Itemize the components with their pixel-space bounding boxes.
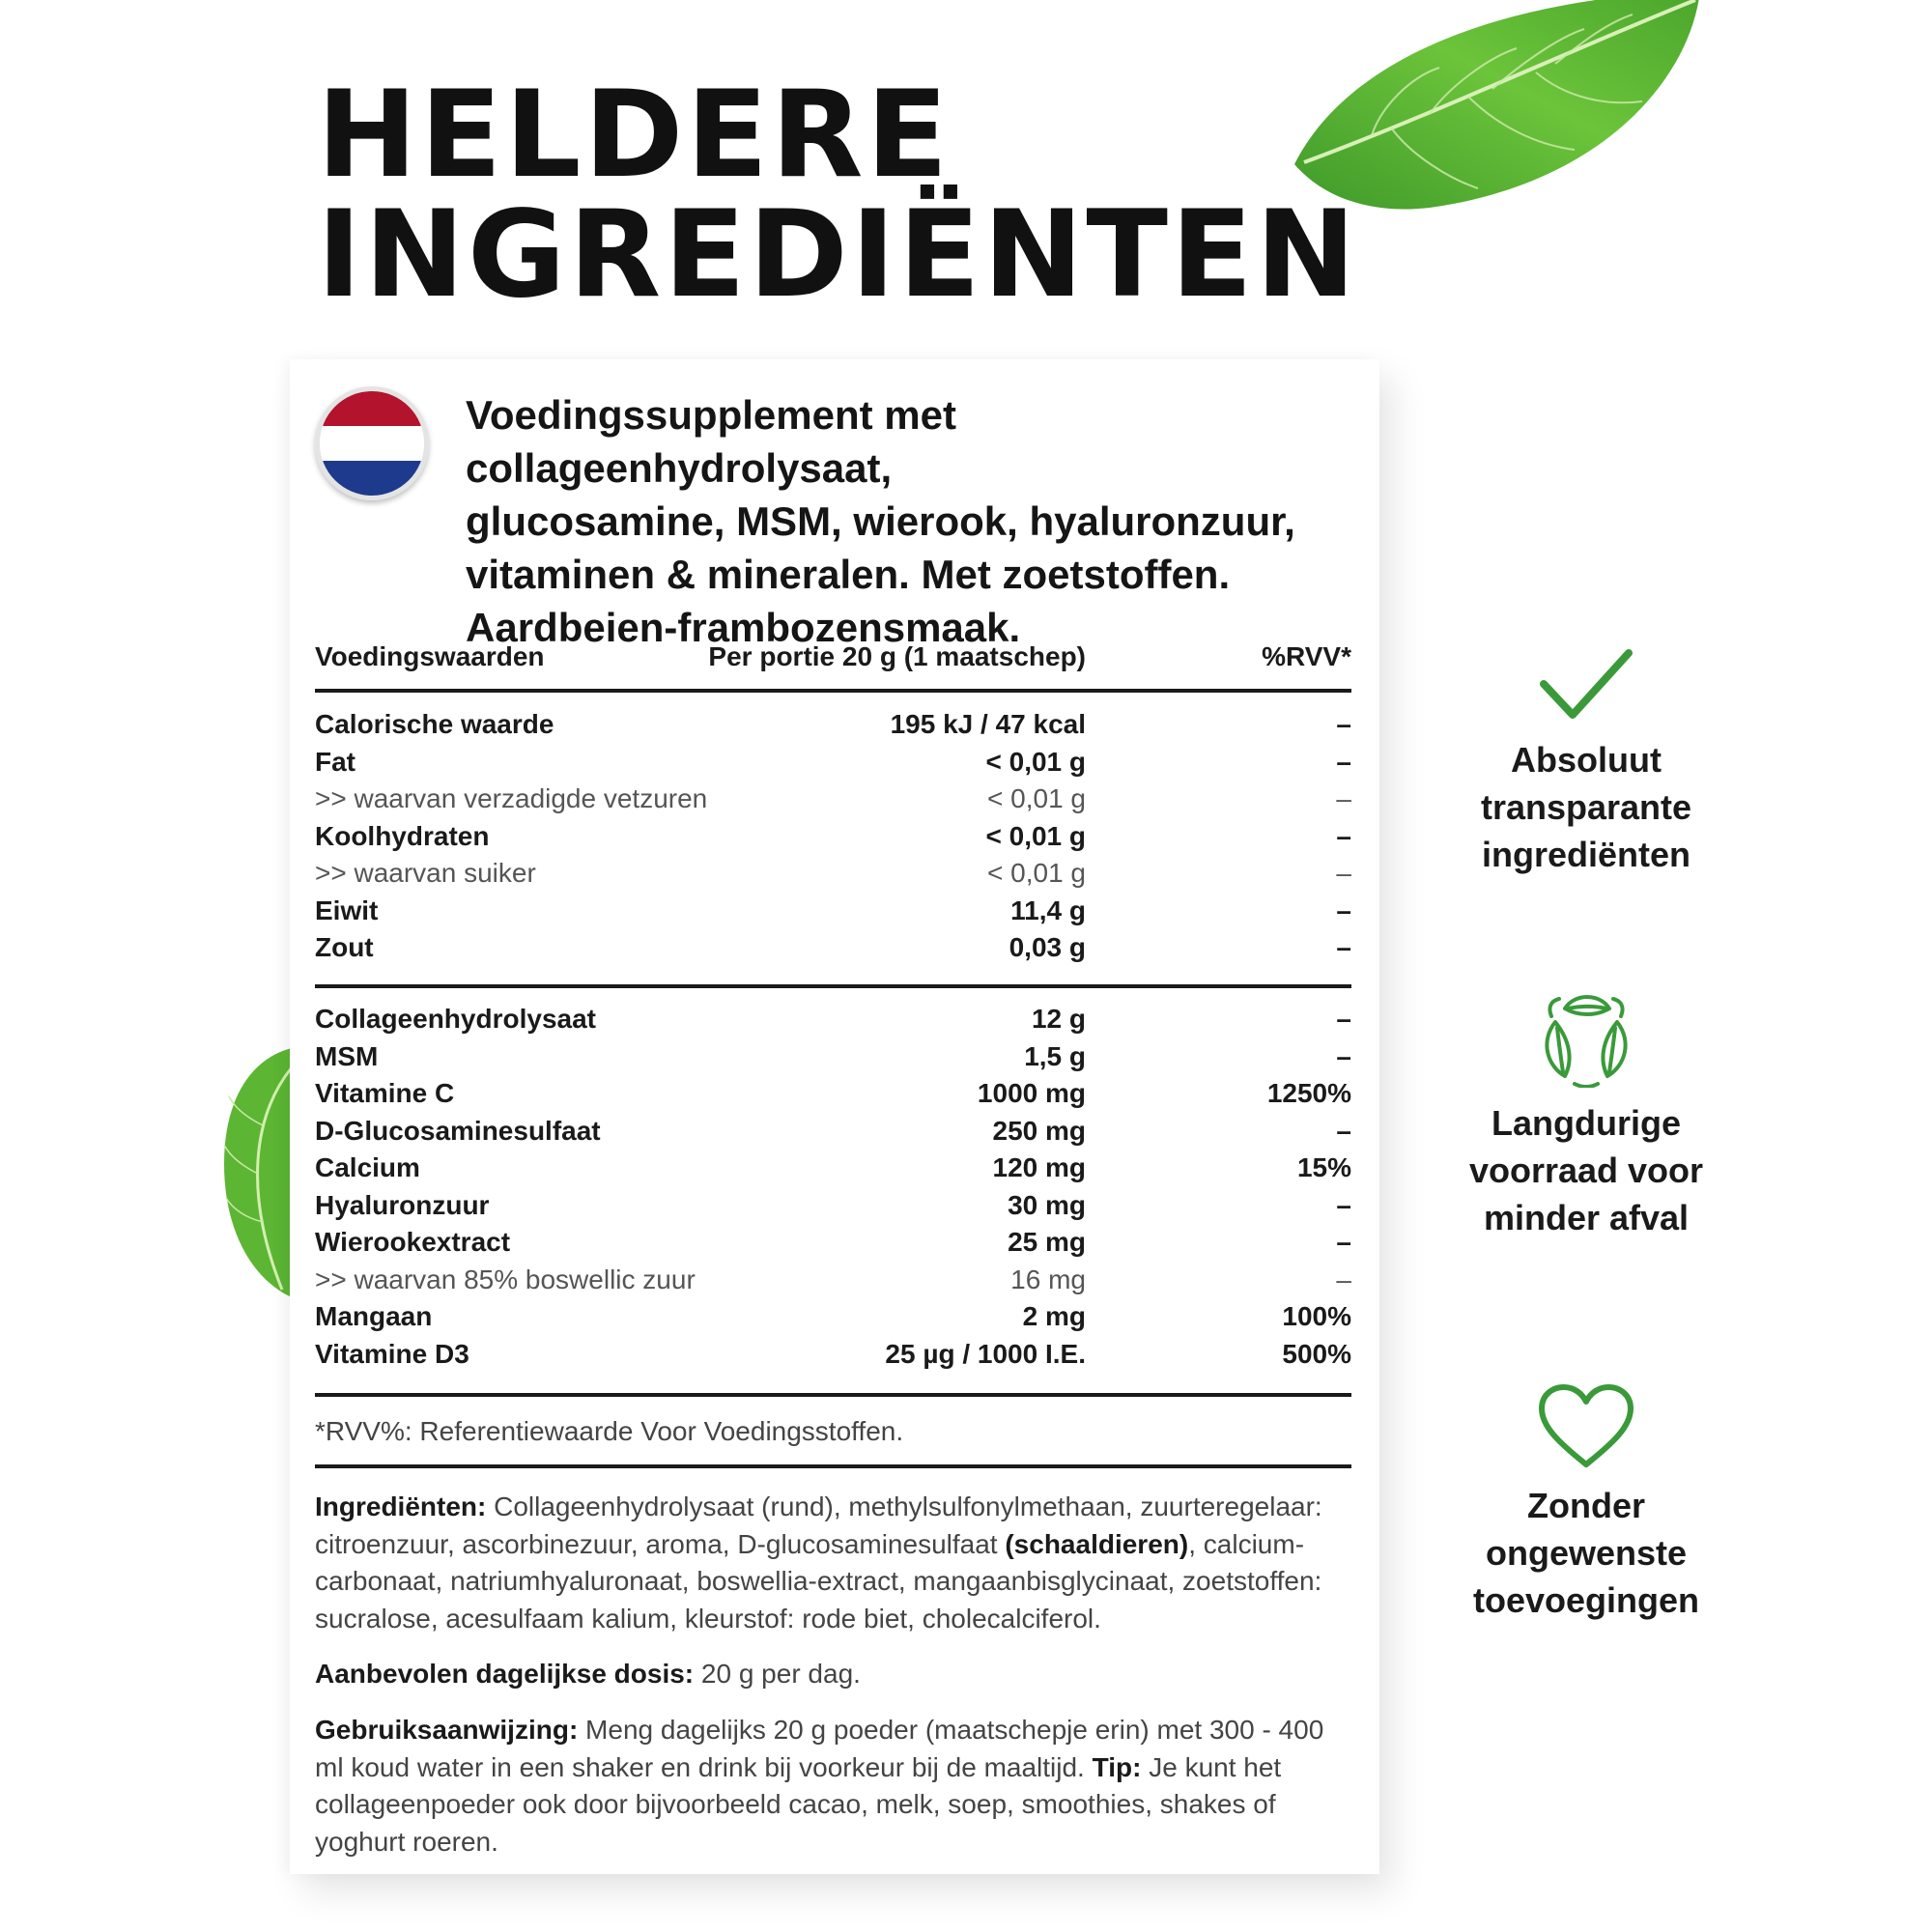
feature-label: Langdurige voorraad voor minder afval — [1468, 1103, 1704, 1237]
table-row — [315, 706, 1351, 744]
table-row — [315, 744, 1351, 781]
header-name: Voedingswaarden — [315, 641, 545, 671]
nutrient-name: >> waarvan verzadigde vetzuren — [315, 783, 708, 813]
table-row — [315, 1075, 1351, 1113]
nutrient-rvv: – — [1336, 1004, 1351, 1034]
nutrient-value: 12 g — [1031, 1004, 1086, 1034]
nutrient-rvv: – — [1336, 1189, 1351, 1220]
heart-icon — [1538, 1383, 1634, 1470]
feature-transparent — [1468, 647, 1704, 878]
header-portion: Per portie 20 g (1 maatschep) — [708, 641, 1086, 671]
page-headline — [317, 66, 1359, 325]
allergen-text: (schaaldieren) — [1005, 1528, 1189, 1559]
nutrient-rvv: – — [1336, 709, 1351, 739]
table-row — [315, 1224, 1351, 1262]
ingredients-label: Ingrediënten: — [315, 1492, 487, 1521]
nutrient-value: 30 mg — [1008, 1189, 1086, 1220]
nutrient-value: 0,03 g — [1009, 932, 1086, 962]
table-row — [315, 818, 1351, 856]
nutrient-rvv: – — [1336, 820, 1351, 851]
nutrient-value: 25 µg / 1000 I.E. — [885, 1338, 1086, 1369]
nutrient-name: >> waarvan 85% boswellic zuur — [315, 1264, 696, 1294]
table-row — [315, 1336, 1351, 1374]
dosage-paragraph — [315, 1656, 1358, 1693]
ingredients-text-2: , calcium-carbonaat, natriumhyaluronaat, boswellia-extract, mangaanbisglycinaat, zoetstoffen: sucralose, acesulfaam kalium, kleurstof: rode biet, cholecalciferol. — [315, 1528, 1322, 1634]
nutrient-rvv: – — [1336, 858, 1351, 888]
nutrient-rvv: – — [1336, 932, 1351, 962]
nutrient-name: MSM — [315, 1040, 379, 1071]
nutrient-rvv: – — [1336, 1040, 1351, 1071]
nutrient-name: D-Glucosaminesulfaat — [315, 1115, 601, 1146]
nutrient-value: < 0,01 g — [987, 858, 1086, 888]
divider — [315, 689, 1351, 693]
leaf-left-image — [224, 1038, 292, 1299]
nutrient-name: Vitamine C — [315, 1078, 455, 1108]
feature-label: Zonder ongewenste toevoegingen — [1472, 1486, 1700, 1620]
usage-text: Meng dagelijks 20 g poeder (maatschepje erin) met 300 - 400 ml koud water in een shaker en drink bij voorkeur bij de maaltijd. — [315, 1715, 1324, 1782]
ingredients-text: Collageenhydrolysaat (rund), methylsulfonylmethaan, zuurteregelaar: citroenzuur, ascorbinezuur, aroma, D-glucosaminesulfaat — [315, 1492, 1322, 1559]
product-description — [466, 388, 1374, 654]
nutrient-rvv: – — [1336, 1264, 1351, 1294]
divider — [315, 984, 1351, 988]
table-row — [315, 1262, 1351, 1299]
nutrient-value: 120 mg — [992, 1152, 1086, 1182]
description-line: Aardbeien-frambozensmaak. — [466, 605, 1021, 650]
nutrient-name: Collageenhydrolysaat — [315, 1004, 596, 1034]
nutrient-name: Calorische waarde — [315, 709, 554, 739]
nutrient-name: Wierookextract — [315, 1227, 511, 1257]
nutrition-group-2 — [315, 1001, 1351, 1373]
nutrient-rvv: – — [1336, 1115, 1351, 1146]
tip-label: Tip: — [1092, 1751, 1142, 1782]
table-row — [315, 929, 1351, 967]
table-row — [315, 893, 1351, 930]
nutrient-value: < 0,01 g — [987, 783, 1086, 813]
nutrient-value: 250 mg — [992, 1115, 1086, 1146]
table-header — [315, 638, 1351, 676]
recycle-leaves-icon — [1536, 987, 1636, 1088]
nutrient-value: 2 mg — [1022, 1301, 1086, 1331]
feature-no-additives — [1468, 1383, 1704, 1624]
nutrient-rvv: 100% — [1282, 1301, 1351, 1331]
nutrient-value: < 0,01 g — [985, 820, 1086, 851]
nutrient-value: 1000 mg — [977, 1078, 1086, 1108]
table-row — [315, 1001, 1351, 1038]
nutrient-name: Vitamine D3 — [315, 1338, 469, 1369]
table-row — [315, 1187, 1351, 1225]
nutrient-rvv: – — [1336, 746, 1351, 777]
rvv-footnote: *RVV%: Referentiewaarde Voor Voedingsstoffen. — [315, 1416, 904, 1446]
usage-text-2: Je kunt het collageenpoeder ook door bijvoorbeeld cacao, melk, soep, smoothies, shakes of yoghurt roeren. — [315, 1751, 1282, 1857]
netherlands-flag-icon — [315, 386, 429, 500]
nutrient-value: 1,5 g — [1024, 1040, 1086, 1071]
nutrient-rvv: – — [1336, 783, 1351, 813]
nutrient-rvv: 1250% — [1266, 1078, 1351, 1108]
usage-paragraph — [315, 1712, 1358, 1861]
nutrient-name: >> waarvan suiker — [315, 858, 536, 888]
nutrient-value: 25 mg — [1008, 1227, 1086, 1257]
nutrition-group-1 — [315, 706, 1351, 967]
nutrient-value: 195 kJ / 47 kcal — [890, 709, 1086, 739]
nutrient-name: Hyaluronzuur — [315, 1189, 490, 1220]
table-row — [315, 1113, 1351, 1151]
table-row — [315, 1038, 1351, 1076]
nutrient-name: Koolhydraten — [315, 820, 490, 851]
dosage-text: 20 g per dag. — [694, 1659, 861, 1689]
table-row — [315, 1150, 1351, 1187]
nutrient-name: Fat — [315, 746, 355, 777]
headline-line-2: INGREDIËNTEN — [317, 185, 1359, 325]
nutrient-rvv: – — [1336, 895, 1351, 925]
usage-label: Gebruiksaanwijzing: — [315, 1715, 579, 1745]
table-row — [315, 855, 1351, 893]
description-line: glucosamine, MSM, wierook, hyaluronzuur, — [466, 498, 1295, 544]
divider — [315, 1393, 1351, 1397]
nutrient-rvv: 15% — [1296, 1152, 1351, 1182]
table-row — [315, 1298, 1351, 1336]
description-line: Voedingssupplement met collageenhydrolysaat, — [466, 392, 956, 491]
divider — [315, 1464, 1351, 1468]
nutrient-value: < 0,01 g — [985, 746, 1086, 777]
ingredients-paragraph — [315, 1489, 1358, 1637]
header-rvv: %RVV* — [1262, 641, 1351, 671]
feature-sustainable — [1468, 987, 1704, 1241]
headline-line-1: HELDERE — [317, 66, 952, 205]
nutrient-value: 16 mg — [1010, 1264, 1086, 1294]
nutrient-name: Calcium — [315, 1152, 420, 1182]
nutrient-name: Mangaan — [315, 1301, 433, 1331]
nutrient-rvv: 500% — [1282, 1338, 1351, 1369]
table-row — [315, 781, 1351, 818]
nutrient-name: Eiwit — [315, 895, 379, 925]
dosage-label: Aanbevolen dagelijkse dosis: — [315, 1659, 695, 1689]
nutrient-name: Zout — [315, 932, 374, 962]
nutrient-value: 11,4 g — [1010, 895, 1086, 925]
checkmark-icon — [1538, 647, 1634, 724]
description-line: vitaminen & mineralen. Met zoetstoffen. — [466, 552, 1231, 597]
nutrient-rvv: – — [1336, 1227, 1351, 1257]
feature-label: Absoluut transparante ingrediënten — [1480, 740, 1692, 874]
